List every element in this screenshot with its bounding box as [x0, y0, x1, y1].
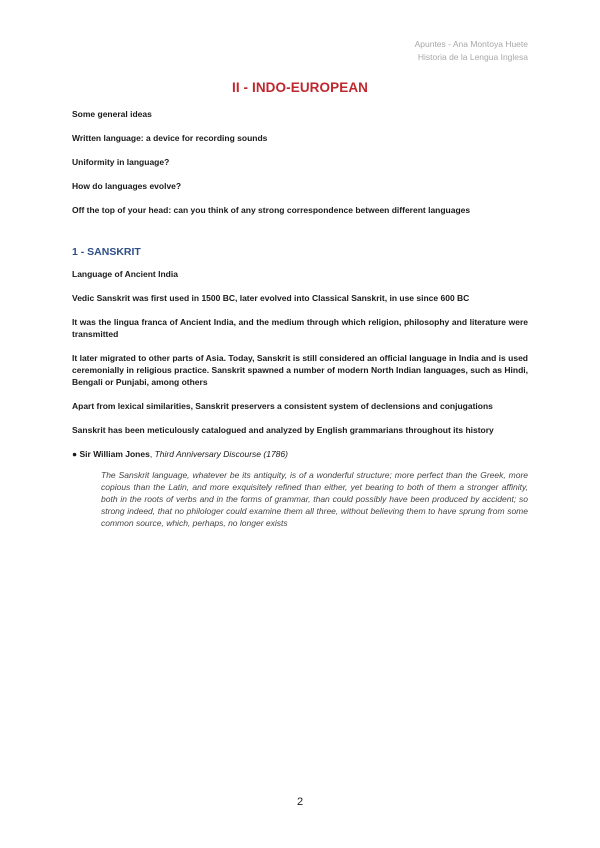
citation-bullet	[72, 448, 528, 460]
section-heading: 1 - SANSKRIT	[72, 246, 141, 258]
section-paragraph: It later migrated to other parts of Asia. Today, Sanskrit is still considered an official language in India and is used ceremonially in religious practice. Sanskrit spawned a number of modern North Indian languages, such as Hindi, Bengali or Punjabi, among others	[72, 353, 528, 387]
intro-line: Uniformity in language?	[72, 157, 170, 167]
section-paragraph: It was the lingua franca of Ancient India, and the medium through which religion, philosophy and literature were transmitted	[72, 317, 528, 339]
citation-separator: ,	[149, 449, 153, 459]
document-body	[72, 108, 528, 529]
section-paragraph: Vedic Sanskrit was first used in 1500 BC, later evolved into Classical Sanskrit, in use since 600 BC	[72, 293, 470, 303]
intro-line: Written language: a device for recording sounds	[72, 133, 268, 143]
page-number: 2	[296, 796, 304, 808]
page-title: II - INDO-EUROPEAN	[231, 80, 369, 95]
section-paragraph: Sanskrit has been meticulously catalogued and analyzed by English grammarians throughout its history	[72, 425, 494, 435]
intro-line: Some general ideas	[72, 109, 152, 119]
intro-line: Off the top of your head: can you think of any strong correspondence between different languages	[72, 205, 471, 215]
section-paragraph: Language of Ancient India	[72, 269, 178, 279]
block-quote: The Sanskrit language, whatever be its antiquity, is of a wonderful structure; more perfect than the Greek, more copious than the Latin, and more exquisitely refined than either, yet bearing to both of them a stronger affinity, both in the roots of verbs and in the forms of grammar, than could possibly have been produced by accident; so strong indeed, that no philologer could examine them all three, without believing them to have sprung from some common source, which, perhaps, no longer exists	[101, 470, 528, 528]
section-paragraph: Apart from lexical similarities, Sanskrit preservers a consistent system of declensions and conjugations	[72, 401, 493, 411]
header-author: Apuntes - Ana Montoya Huete	[414, 39, 528, 49]
citation-work: Third Anniversary Discourse (1786)	[154, 449, 288, 459]
intro-line: How do languages evolve?	[72, 181, 182, 191]
citation-author: Sir William Jones	[79, 449, 150, 459]
header-course: Historia de la Lengua Inglesa	[417, 52, 528, 62]
bullet-icon: ●	[72, 449, 78, 459]
page-header	[415, 38, 528, 64]
